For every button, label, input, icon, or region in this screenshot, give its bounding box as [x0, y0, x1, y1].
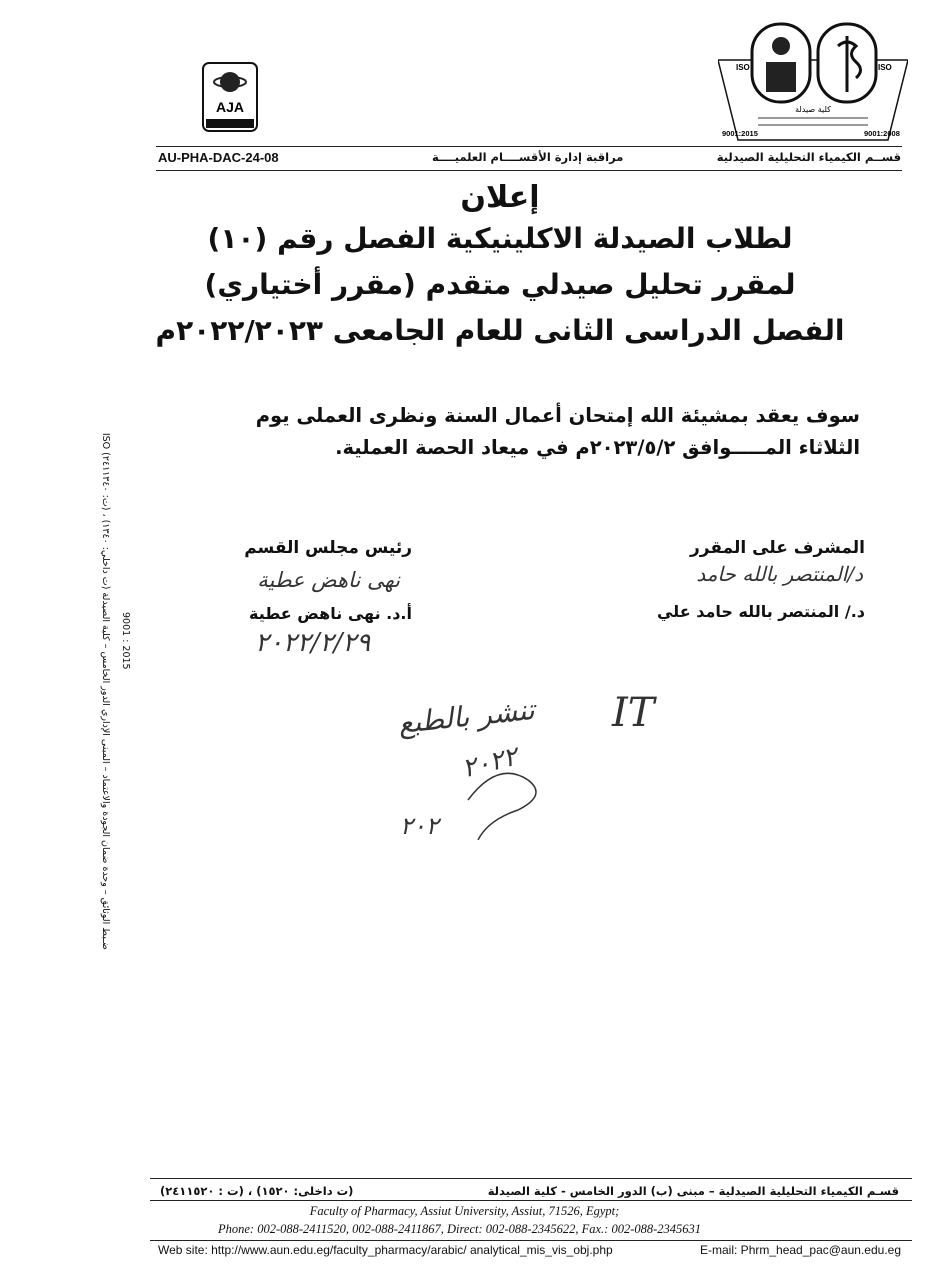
- announcement-title: إعلان: [460, 180, 540, 215]
- handwritten-note-number: ٢٠٢٢: [459, 741, 521, 785]
- footer-website-link[interactable]: Web site: http://www.aun.edu.eg/faculty_pharmacy/arabic/ analytical_mis_vis_obj.php: [158, 1243, 613, 1257]
- sidebar-iso: 9001 : 2015: [120, 612, 131, 670]
- announcement-body: [180, 400, 860, 464]
- handwritten-note-year: ٢٠٢: [400, 812, 439, 840]
- handwritten-squiggle: [458, 740, 558, 840]
- head-of-council-title: رئيس مجلس القسم: [244, 538, 412, 558]
- faculty-logo: [718, 22, 908, 144]
- header-rule-bottom: [156, 170, 902, 171]
- aja-logo-text: AJA: [215, 99, 245, 115]
- footer-faculty-address: Faculty of Pharmacy, Assiut University, Assiut, 71526, Egypt;: [309, 1204, 620, 1218]
- sidebar-document-control: [93, 330, 111, 950]
- supervisor-title: المشرف على المقرر: [689, 538, 865, 558]
- logo-caption: كلية صيدلة: [795, 105, 831, 114]
- footer-rule-top: [150, 1178, 912, 1179]
- body-line-1: سوف يعقد بمشيئة الله إمتحان أعمال السنة ونظرى العملى يوم: [255, 404, 860, 427]
- aja-logo: [202, 62, 258, 132]
- head-name: أ.د. نهى ناهض عطية: [248, 604, 412, 623]
- title-course: لمقرر تحليل صيدلي متقدم (مقرر أختياري): [204, 268, 796, 301]
- logo-cert-left: 9001:2015: [722, 129, 758, 138]
- header-center-label: مراقبة إدارة الأقســــام العلميــــة: [432, 150, 624, 164]
- handwritten-note-publish: تنشر بالطبع: [396, 692, 537, 741]
- logo-iso-left: ISO: [736, 63, 750, 72]
- title-semester: الفصل الدراسى الثانى للعام الجامعى ٢٠٢٢/٢٠٢٣م: [155, 314, 845, 347]
- sidebar-text: ضـبط الوثائق – وحدة ضمان الجودة والاعتماد – المبنى الإداري الدور الخامس – كلية الصيدلة (ت داخلي: ١٣٤٠) ، (ت: ٢٤١١٣٤٠) ISO: [100, 432, 111, 950]
- footer-rule-mid: [150, 1200, 912, 1201]
- sidebar-iso-box: [113, 612, 131, 692]
- head-signature-date: ٢٠٢٢/٢/٢٩: [255, 628, 371, 658]
- handwritten-note-it: IT: [612, 690, 655, 736]
- logo-iso-right: ISO: [878, 63, 892, 72]
- supervisor-handwritten-signature: د/المنتصر بالله حامد: [696, 562, 863, 586]
- header-department: قســم الكيمياء التحليلية الصيدلية: [716, 150, 901, 164]
- footer-email-link[interactable]: E-mail: Phrm_head_pac@aun.edu.eg: [700, 1243, 901, 1257]
- footer-arabic-address: قسـم الكيمياء التحليلية الصيدلية – مبنى (ب) الدور الخامس - كلية الصيدلة: [487, 1184, 899, 1198]
- body-line-2: الثلاثاء المـــــوافق ٢٠٢٣/٥/٢م في ميعاد الحصة العملية.: [335, 436, 860, 459]
- header-rule-top: [156, 146, 902, 147]
- footer-arabic-phone: (ت داخلى: ١٥٢٠) ، (ت : ٢٤١١٥٢٠): [160, 1184, 354, 1198]
- title-students: لطلاب الصيدلة الاكلينيكية الفصل رقم (١٠): [207, 222, 793, 255]
- footer-phone-numbers: Phone: 002-088-2411520, 002-088-2411867, Direct: 002-088-2345622, Fax.: 002-088-2345631: [218, 1222, 702, 1236]
- doc-code: AU-PHA-DAC-24-08: [158, 150, 279, 165]
- footer-rule-bottom: [150, 1240, 912, 1241]
- logo-cert-right: 9001:2008: [864, 129, 900, 138]
- supervisor-name: د./ المنتصر بالله حامد علي: [656, 602, 865, 621]
- head-handwritten-signature: نهى ناهض عطية: [257, 568, 400, 592]
